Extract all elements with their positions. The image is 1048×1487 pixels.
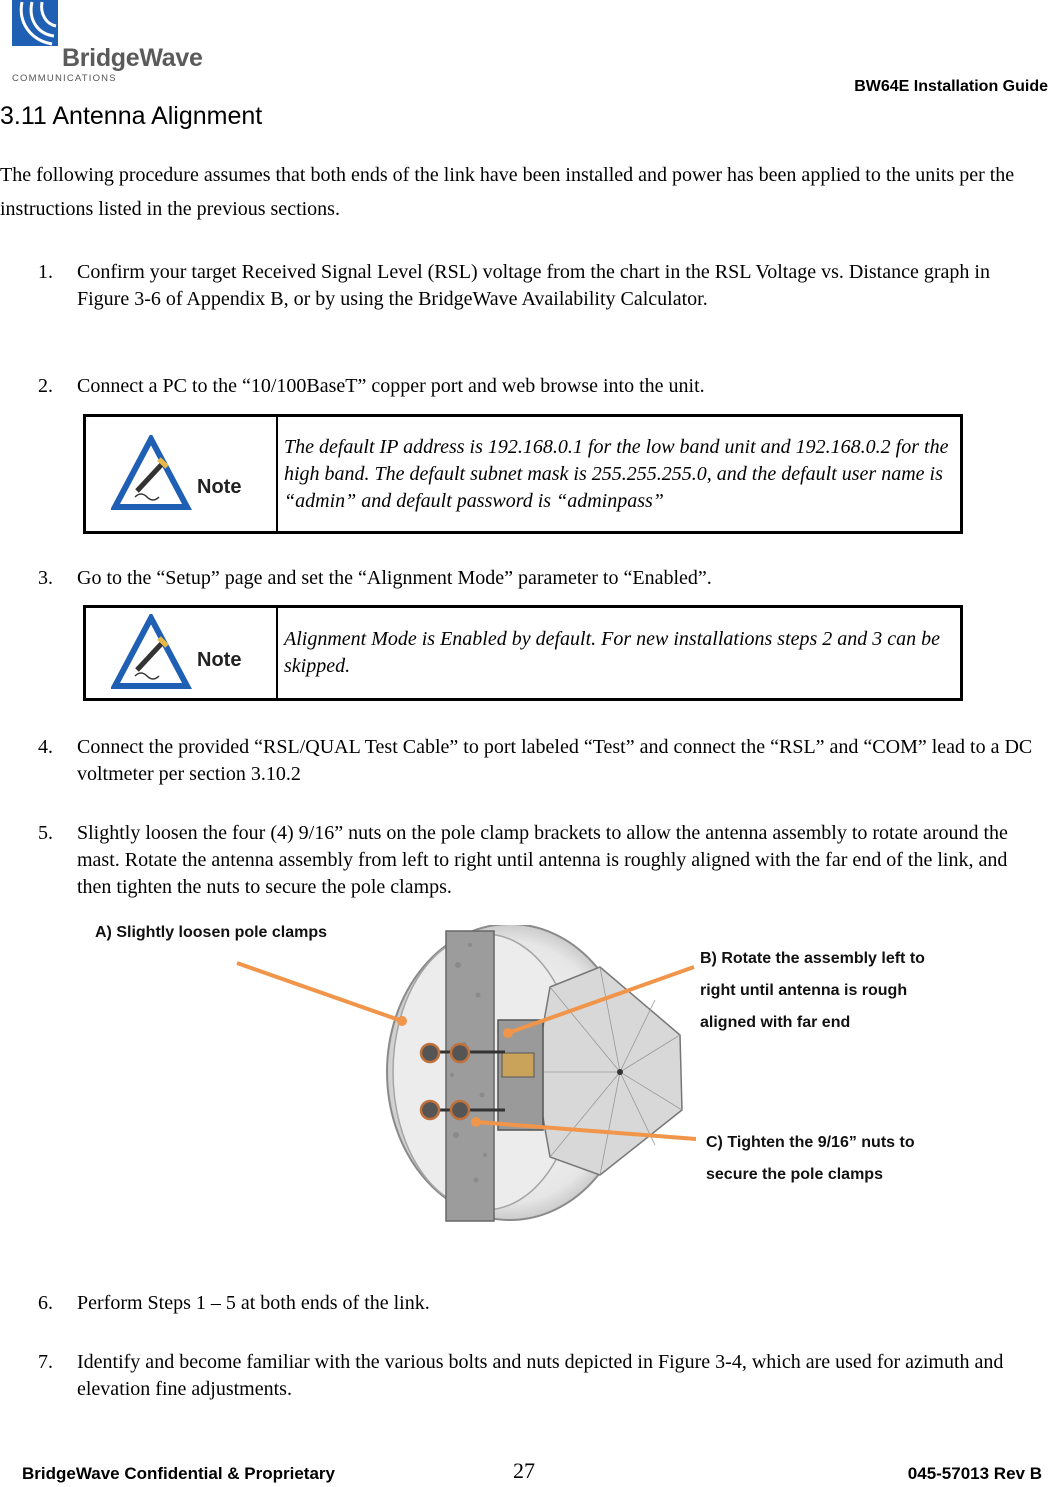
note-box (83, 605, 963, 701)
logo-subtitle: COMMUNICATIONS (12, 73, 117, 84)
note-text: Alignment Mode is Enabled by default. For new installations steps 2 and 3 can be skipped. (284, 628, 941, 677)
note-icon-cell (86, 417, 278, 531)
logo-mark-icon (12, 0, 68, 50)
note-pencil-icon (111, 614, 251, 692)
section-heading: 3.11 Antenna Alignment (0, 102, 263, 130)
footer-doc-number: 045-57013 Rev B (907, 1464, 1042, 1483)
step-text: Connect the provided “RSL/QUAL Test Cable” to port labeled “Test” and connect the “RSL” and “COM” lead to a DC voltmeter per section 3.10.2 (77, 736, 1033, 785)
callout-b-line: B) Rotate the assembly left to (700, 950, 925, 967)
note-text: The default IP address is 192.168.0.1 for the low band unit and 192.168.0.2 for the high band. The default subnet mask is 255.255.255.0, and the default user name is “admin” and default password is “adminpass” (284, 435, 949, 512)
step-number: 5. (38, 822, 53, 844)
step-text: Confirm your target Received Signal Level (RSL) voltage from the chart in the RSL Voltage vs. Distance graph in Figure 3-6 of Appendix B, or by using the BridgeWave Availability Calculator. (77, 261, 990, 310)
step-number: 6. (38, 1292, 53, 1314)
step-text: Identify and become familiar with the various bolts and nuts depicted in Figure 3-4, which are used for azimuth and elevation fine adjustments. (77, 1351, 1004, 1400)
step-number: 4. (38, 736, 53, 758)
page-number: 27 (513, 1458, 535, 1483)
antenna-alignment-figure (80, 925, 980, 1230)
step-text: Perform Steps 1 – 5 at both ends of the link. (77, 1292, 430, 1314)
step-number: 2. (38, 375, 53, 397)
callout-b-line: right until antenna is rough (700, 982, 908, 999)
callout-b-label (700, 943, 925, 1039)
note-icon-cell (86, 608, 278, 698)
callout-c-line: C) Tighten the 9/16” nuts to (706, 1134, 915, 1151)
note-box (83, 414, 963, 534)
callout-c-line: secure the pole clamps (706, 1166, 883, 1183)
logo-wordmark: BridgeWave (62, 44, 203, 72)
note-icon-label: Note (197, 476, 242, 498)
step-text: Go to the “Setup” page and set the “Alignment Mode” parameter to “Enabled”. (77, 567, 712, 589)
callout-a-label: A) Slightly loosen pole clamps (95, 924, 328, 941)
step-text: Slightly loosen the four (4) 9/16” nuts on the pole clamp brackets to allow the antenna assembly to rotate around the mast. Rotate the antenna assembly from left to right until antenna is roughly aligned with the far end of the link, and then tighten the nuts to secure the pole clamps. (77, 822, 1008, 898)
document-title: BW64E Installation Guide (854, 78, 1048, 95)
callout-c-label (706, 1127, 915, 1191)
step-number: 3. (38, 567, 53, 589)
intro-paragraph: The following procedure assumes that both ends of the link have been installed and power has been applied to the units per the instructions listed in the previous sections. (0, 164, 1015, 220)
note-icon-label: Note (197, 649, 242, 671)
step-number: 1. (38, 261, 53, 283)
footer-confidential: BridgeWave Confidential & Proprietary (22, 1464, 335, 1483)
step-text: Connect a PC to the “10/100BaseT” copper port and web browse into the unit. (77, 375, 705, 397)
note-pencil-icon (111, 435, 251, 513)
step-number: 7. (38, 1351, 53, 1373)
callout-b-line: aligned with far end (700, 1014, 851, 1031)
